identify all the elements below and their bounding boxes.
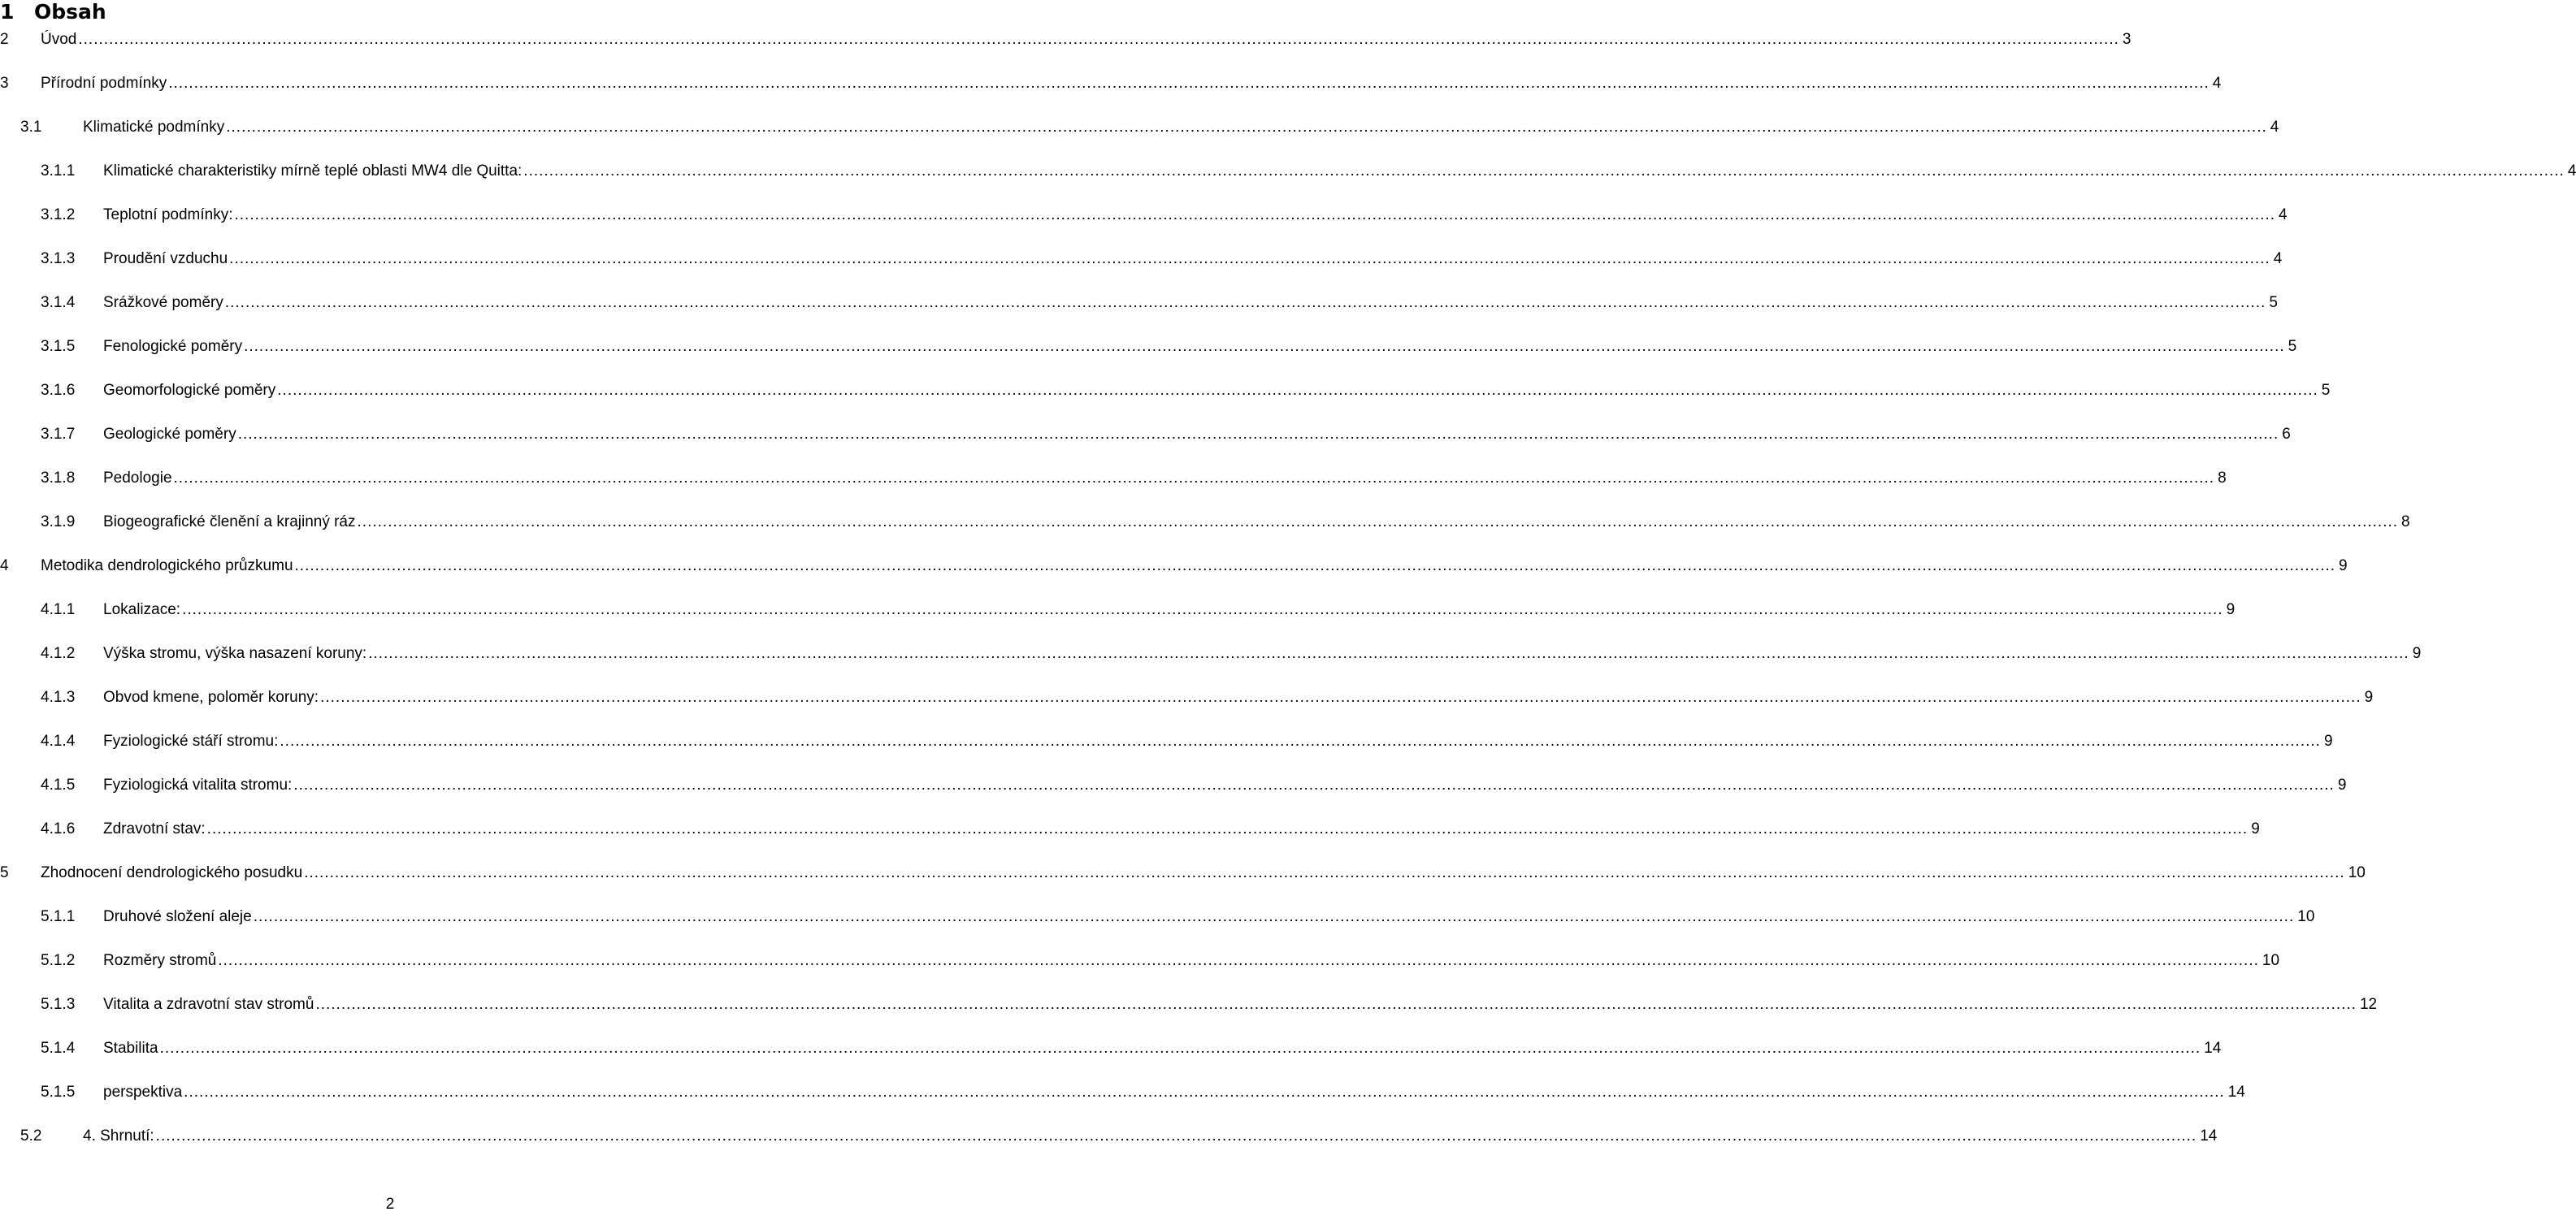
toc-dot-leader: ................................................................................................................................................................................................................................................................................................................................................................................................................ <box>523 162 2565 180</box>
toc-dot-leader: ................................................................................................................................................................................................................................................................................................................................................................................................................ <box>168 75 2210 92</box>
toc-entry-number: 3.1 <box>20 119 42 136</box>
toc-entry[interactable] <box>20 1124 2218 1149</box>
toc-entry-page[interactable]: 6 <box>2282 426 2291 443</box>
toc-heading <box>0 0 106 24</box>
toc-entry-number: 3.1.8 <box>41 470 76 487</box>
toc-entry-page[interactable]: 10 <box>2262 952 2280 969</box>
toc-entry-title[interactable]: Srážkové poměry <box>103 294 223 311</box>
toc-entry[interactable] <box>41 1036 2222 1061</box>
toc-entry-title[interactable]: Geologické poměry <box>103 426 236 443</box>
toc-dot-leader: ................................................................................................................................................................................................................................................................................................................................................................................................................ <box>304 864 2345 881</box>
toc-entry[interactable] <box>20 115 2279 140</box>
toc-entry[interactable] <box>41 379 2331 403</box>
toc-entry[interactable] <box>41 729 2333 754</box>
toc-entry-title[interactable]: Geomorfologické poměry <box>103 382 276 399</box>
toc-dot-leader: ................................................................................................................................................................................................................................................................................................................................................................................................................ <box>293 777 2335 794</box>
toc-entry-page[interactable]: 5 <box>2321 382 2331 399</box>
toc-entry-number: 5.1.3 <box>41 996 76 1013</box>
toc-entry-number: 3.1.3 <box>41 250 76 267</box>
toc-entry-page[interactable]: 9 <box>2323 733 2333 750</box>
toc-entry-title[interactable]: Zhodnocení dendrologického posudku <box>41 864 303 881</box>
toc-entry-number: 5.1.1 <box>41 908 76 925</box>
toc-entry-number: 5 <box>0 864 9 881</box>
toc-entry-title[interactable]: Klimatické podmínky <box>83 119 225 136</box>
toc-entry[interactable] <box>41 686 2374 710</box>
toc-entry-title[interactable]: Metodika dendrologického průzkumu <box>41 557 293 574</box>
toc-entry-title[interactable]: Fenologické poměry <box>103 338 243 355</box>
toc-entry[interactable] <box>41 905 2315 929</box>
toc-entry[interactable] <box>41 1080 2245 1105</box>
toc-dot-leader: ................................................................................................................................................................................................................................................................................................................................................................................................................ <box>357 513 2399 530</box>
toc-entry-number: 4.1.6 <box>41 820 76 837</box>
toc-entry-title[interactable]: Pedologie <box>103 470 172 487</box>
toc-dot-leader: ................................................................................................................................................................................................................................................................................................................................................................................................................ <box>159 1040 2201 1057</box>
toc-entry-page[interactable]: 4 <box>2567 162 2576 180</box>
toc-entry-title[interactable]: Druhové složení aleje <box>103 908 252 925</box>
toc-entry[interactable] <box>0 861 2366 885</box>
toc-dot-leader: ................................................................................................................................................................................................................................................................................................................................................................................................................ <box>294 557 2336 574</box>
toc-entry-title[interactable]: perspektiva <box>103 1084 183 1101</box>
toc-entry[interactable] <box>41 642 2422 666</box>
toc-entry[interactable] <box>41 291 2278 315</box>
toc-entry-title[interactable]: Úvod <box>41 31 77 48</box>
toc-entry-number: 4.1.2 <box>41 645 76 662</box>
toc-entry-title[interactable]: Přírodní podmínky <box>41 75 167 92</box>
toc-entry-title[interactable]: Vitalita a zdravotní stav stromů <box>103 996 314 1013</box>
toc-entry-number: 4.1.1 <box>41 601 76 618</box>
toc-entry-number: 3.1.6 <box>41 382 76 399</box>
toc-entry-page[interactable]: 14 <box>2227 1084 2245 1101</box>
toc-entry[interactable] <box>41 510 2410 534</box>
toc-entry[interactable] <box>41 817 2260 842</box>
toc-entry[interactable] <box>0 28 2131 52</box>
heading-title: Obsah <box>34 0 106 24</box>
toc-dot-leader: ................................................................................................................................................................................................................................................................................................................................................................................................................ <box>234 206 2276 223</box>
toc-entry[interactable] <box>41 422 2291 447</box>
toc-entry-number: 3.1.4 <box>41 294 76 311</box>
toc-entry-title[interactable]: Proudění vzduchu <box>103 250 228 267</box>
toc-dot-leader: ................................................................................................................................................................................................................................................................................................................................................................................................................ <box>229 250 2270 267</box>
toc-entry[interactable] <box>41 598 2236 622</box>
toc-dot-leader: ................................................................................................................................................................................................................................................................................................................................................................................................................ <box>218 952 2259 969</box>
toc-dot-leader: ................................................................................................................................................................................................................................................................................................................................................................................................................ <box>184 1084 2225 1101</box>
toc-entry-title[interactable]: Biogeografické členění a krajinný ráz <box>103 513 356 530</box>
toc-entry-number: 5.1.2 <box>41 952 76 969</box>
toc-entry[interactable] <box>41 247 2283 271</box>
toc-entry[interactable] <box>41 159 2576 184</box>
toc-entry-page[interactable]: 9 <box>2251 820 2260 837</box>
toc-entry-page[interactable]: 12 <box>2359 996 2378 1013</box>
toc-dot-leader: ................................................................................................................................................................................................................................................................................................................................................................................................................ <box>78 31 2119 48</box>
toc-entry[interactable] <box>41 949 2280 973</box>
toc-entry-title[interactable]: Stabilita <box>103 1040 158 1057</box>
toc-entry-page[interactable]: 9 <box>2226 601 2236 618</box>
toc-entry[interactable] <box>0 554 2348 578</box>
toc-entry-title[interactable]: Fyziologická vitalita stromu: <box>103 777 293 794</box>
toc-entry-page[interactable]: 10 <box>2297 908 2315 925</box>
toc-dot-leader: ................................................................................................................................................................................................................................................................................................................................................................................................................ <box>206 820 2249 837</box>
toc-entry-number: 3.1.5 <box>41 338 76 355</box>
toc-dot-leader: ................................................................................................................................................................................................................................................................................................................................................................................................................ <box>244 338 2285 355</box>
toc-entry-number: 3.1.1 <box>41 162 76 180</box>
toc-entry-number: 4 <box>0 557 9 574</box>
toc-entry[interactable] <box>41 335 2297 359</box>
toc-entry-title[interactable]: 4. Shrnutí: <box>83 1127 154 1145</box>
toc-entry-title[interactable]: Rozměry stromů <box>103 952 217 969</box>
heading-number: 1 <box>0 0 15 24</box>
toc-entry[interactable] <box>41 773 2347 798</box>
toc-entry-number: 5.2 <box>20 1127 42 1145</box>
toc-dot-leader: ................................................................................................................................................................................................................................................................................................................................................................................................................ <box>280 733 2321 750</box>
toc-entry-number: 2 <box>0 31 9 48</box>
toc-entry-page[interactable]: 4 <box>2273 250 2283 267</box>
toc-entry-page[interactable]: 9 <box>2339 557 2348 574</box>
toc-entry-title[interactable]: Teplotní podmínky: <box>103 206 233 223</box>
toc-dot-leader: ................................................................................................................................................................................................................................................................................................................................................................................................................ <box>182 601 2223 618</box>
toc-dot-leader: ................................................................................................................................................................................................................................................................................................................................................................................................................ <box>277 382 2318 399</box>
toc-dot-leader: ................................................................................................................................................................................................................................................................................................................................................................................................................ <box>224 294 2266 311</box>
toc-entry-title[interactable]: Výška stromu, výška nasazení koruny: <box>103 645 367 662</box>
toc-entry-number: 3.1.7 <box>41 426 76 443</box>
toc-entry[interactable] <box>41 993 2378 1017</box>
toc-entry-title[interactable]: Lokalizace: <box>103 601 181 618</box>
toc-dot-leader: ................................................................................................................................................................................................................................................................................................................................................................................................................ <box>173 470 2215 487</box>
toc-entry-title[interactable]: Fyziologické stáří stromu: <box>103 733 279 750</box>
toc-entry-page[interactable]: 5 <box>2288 338 2297 355</box>
toc-entry-number: 3.1.9 <box>41 513 76 530</box>
toc-entry-page[interactable]: 10 <box>2348 864 2366 881</box>
toc-entry-page[interactable]: 4 <box>2212 75 2222 92</box>
toc-entry-number: 3.1.2 <box>41 206 76 223</box>
toc-entry-page[interactable]: 3 <box>2122 31 2131 48</box>
toc-entry-page[interactable]: 9 <box>2364 689 2374 706</box>
toc-dot-leader: ................................................................................................................................................................................................................................................................................................................................................................................................................ <box>237 426 2279 443</box>
toc-entry-number: 5.1.5 <box>41 1084 76 1101</box>
toc-entry-page[interactable]: 8 <box>2218 470 2227 487</box>
toc-dot-leader: ................................................................................................................................................................................................................................................................................................................................................................................................................ <box>315 996 2357 1013</box>
toc-dot-leader: ................................................................................................................................................................................................................................................................................................................................................................................................................ <box>320 689 2361 706</box>
toc-entry-title[interactable]: Klimatické charakteristiky mírně teplé oblasti MW4 dle Quitta: <box>103 162 523 180</box>
toc-entry-title[interactable]: Zdravotní stav: <box>103 820 206 837</box>
toc-entry-page[interactable]: 4 <box>2279 206 2288 223</box>
toc-entry-page[interactable]: 8 <box>2401 513 2410 530</box>
toc-dot-leader: ................................................................................................................................................................................................................................................................................................................................................................................................................ <box>155 1127 2197 1145</box>
toc-entry-page[interactable]: 5 <box>2269 294 2278 311</box>
toc-entry-title[interactable]: Obvod kmene, poloměr koruny: <box>103 689 319 706</box>
toc-entry-page[interactable]: 9 <box>2337 777 2347 794</box>
toc-dot-leader: ................................................................................................................................................................................................................................................................................................................................................................................................................ <box>226 119 2267 136</box>
toc-entry-page[interactable]: 9 <box>2412 645 2422 662</box>
toc-entry-number: 4.1.4 <box>41 733 76 750</box>
toc-entry-page[interactable]: 14 <box>2200 1127 2218 1145</box>
toc-dot-leader: ................................................................................................................................................................................................................................................................................................................................................................................................................ <box>368 645 2409 662</box>
toc-entry-number: 4.1.3 <box>41 689 76 706</box>
toc-entry-number: 3 <box>0 75 9 92</box>
toc-entry-number: 4.1.5 <box>41 777 76 794</box>
toc-entry[interactable] <box>41 466 2227 491</box>
toc-entry[interactable] <box>41 203 2288 227</box>
footer-page-number: 2 <box>385 1196 395 1213</box>
toc-entry-page[interactable]: 14 <box>2204 1040 2222 1057</box>
toc-entry-number: 5.1.4 <box>41 1040 76 1057</box>
toc-entry[interactable] <box>0 71 2222 96</box>
toc-entry-page[interactable]: 4 <box>2270 119 2279 136</box>
toc-dot-leader: ................................................................................................................................................................................................................................................................................................................................................................................................................ <box>253 908 2295 925</box>
